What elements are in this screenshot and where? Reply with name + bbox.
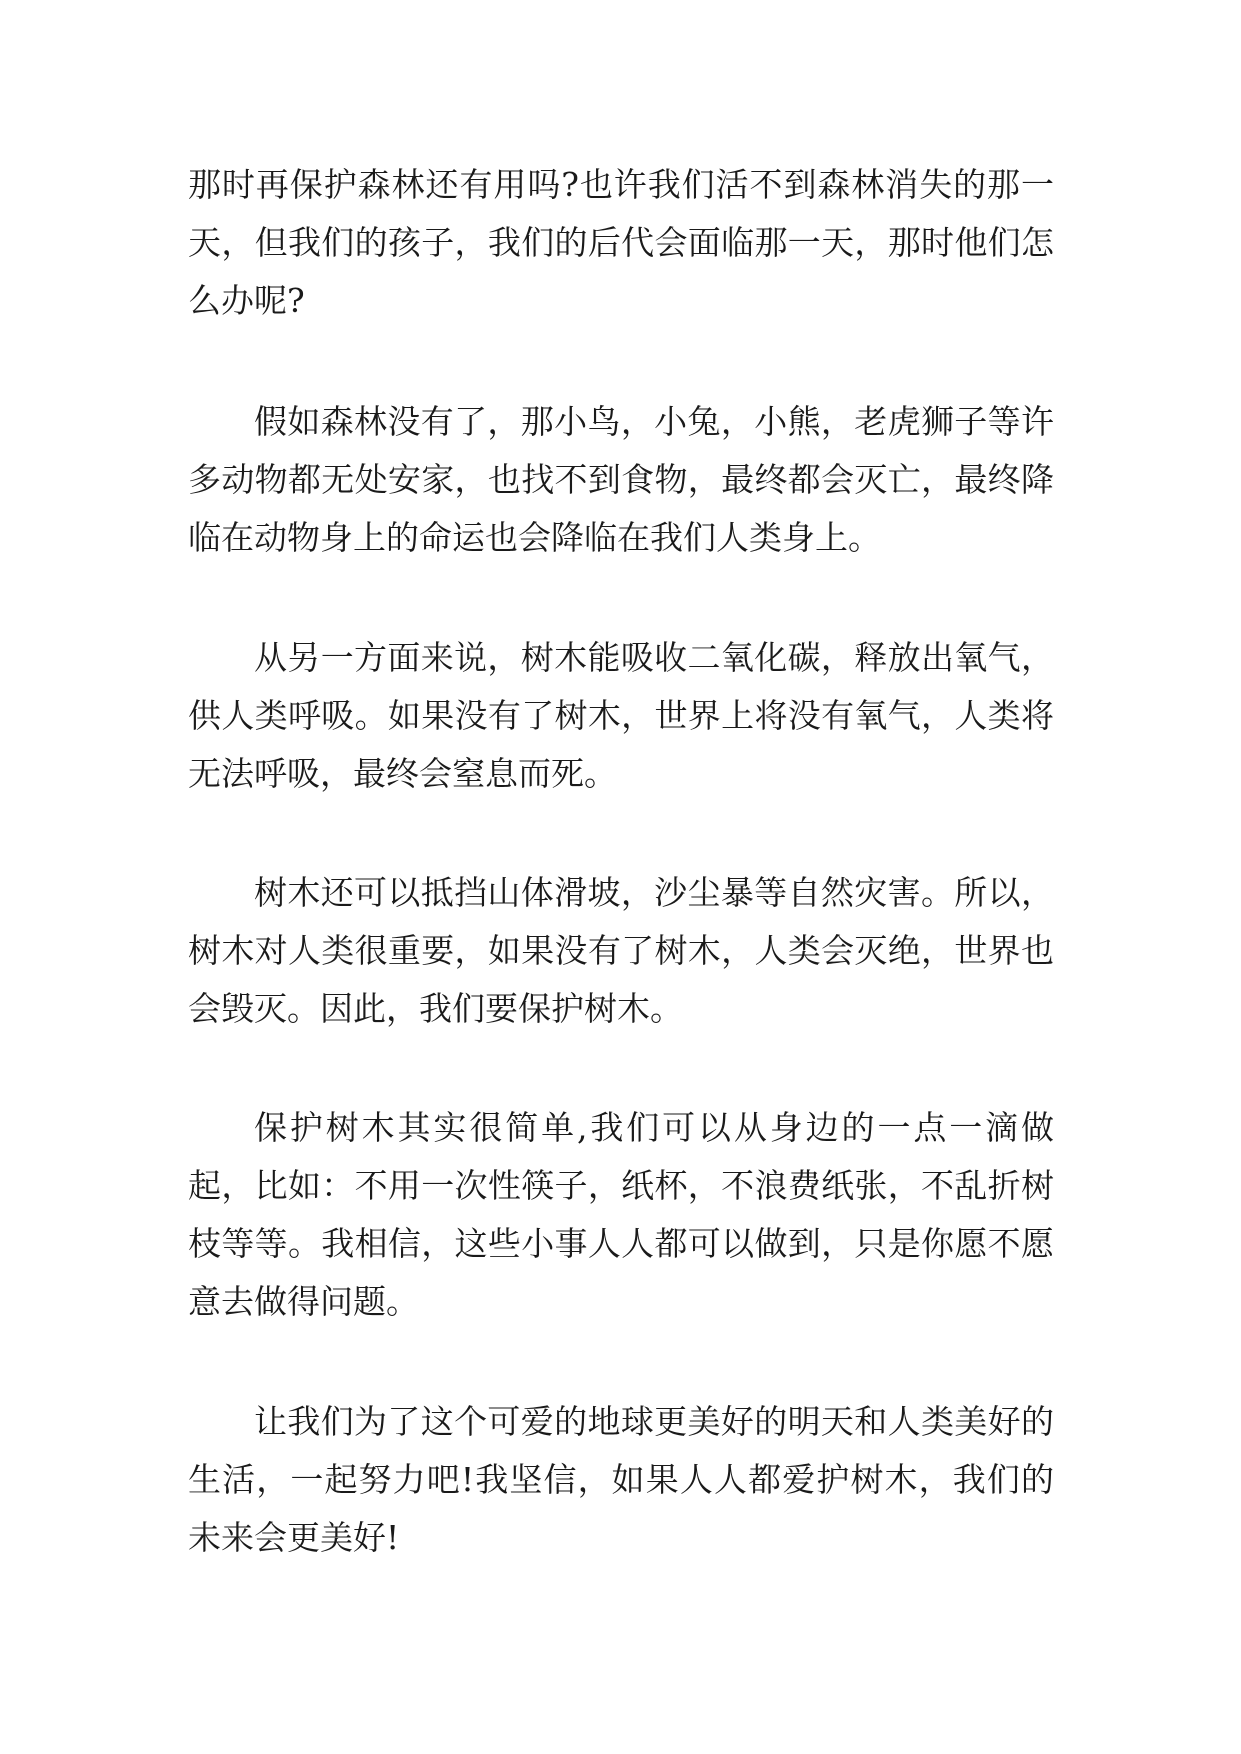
paragraph: 树木还可以抵挡山体滑坡，沙尘暴等自然灾害。所以，树木对人类很重要，如果没有了树木，人类会灭绝，世界也会毁灭。因此，我们要保护树木。 <box>188 873 1054 1028</box>
paragraph: 假如森林没有了，那小鸟，小兔，小熊，老虎狮子等许多动物都无处安家，也找不到食物，最终都会灭亡，最终降临在动物身上的命运也会降临在我们人类身上。 <box>188 402 1054 557</box>
paragraph: 那时再保护森林还有用吗?也许我们活不到森林消失的那一天，但我们的孩子，我们的后代会面临那一天，那时他们怎么办呢? <box>188 165 1054 320</box>
paragraph: 从另一方面来说，树木能吸收二氧化碳，释放出氧气，供人类呼吸。如果没有了树木，世界上将没有氧气，人类将无法呼吸，最终会窒息而死。 <box>188 638 1054 793</box>
paragraph: 让我们为了这个可爱的地球更美好的明天和人类美好的生活，一起努力吧!我坚信，如果人人都爱护树木，我们的未来会更美好! <box>188 1402 1054 1557</box>
paragraph: 保护树木其实很简单,我们可以从身边的一点一滴做起，比如：不用一次性筷子，纸杯，不浪费纸张，不乱折树枝等等。我相信，这些小事人人都可以做到，只是你愿不愿意去做得问题。 <box>188 1108 1054 1321</box>
